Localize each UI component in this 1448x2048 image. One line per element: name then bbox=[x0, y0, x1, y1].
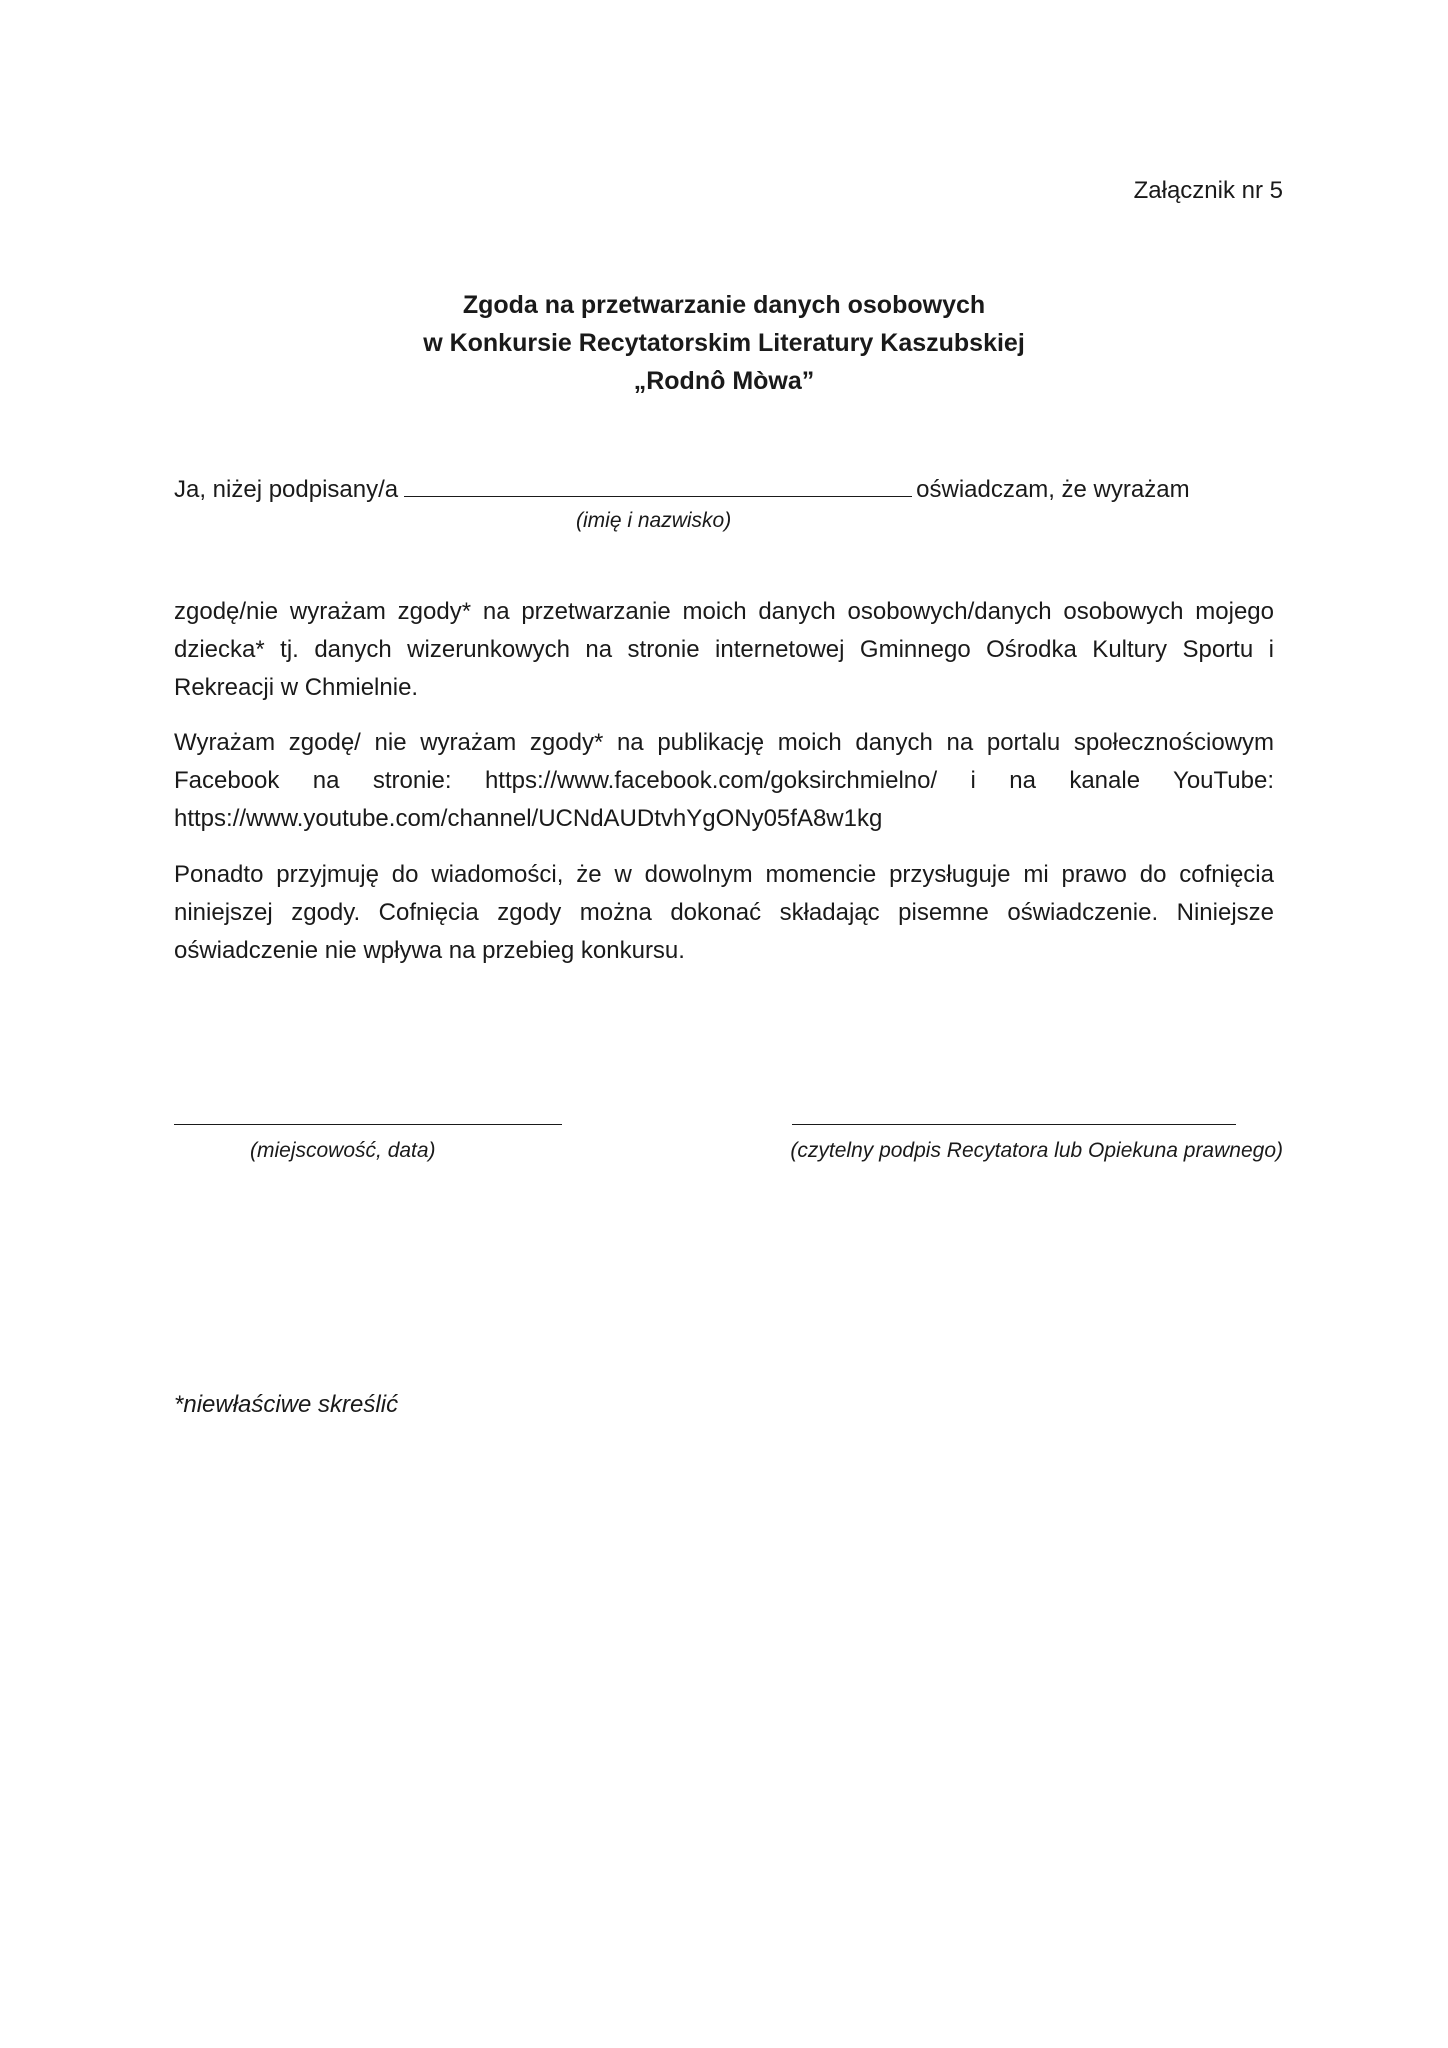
place-date-field[interactable] bbox=[174, 1123, 562, 1125]
document-title bbox=[0, 286, 1448, 400]
attachment-label: Załącznik nr 5 bbox=[1133, 177, 1283, 204]
signature-field[interactable] bbox=[792, 1123, 1236, 1125]
declaration-suffix: oświadczam, że wyrażam bbox=[916, 476, 1190, 503]
place-date-caption: (miejscowość, data) bbox=[250, 1139, 436, 1162]
name-field[interactable] bbox=[404, 472, 912, 497]
footnote: *niewłaściwe skreślić bbox=[174, 1391, 399, 1418]
consent-paragraph: zgodę/nie wyrażam zgody* na przetwarzanie moich danych osobowych/danych osobowych mojego dziecka* tj. danych wizerunkowych na stronie internetowej Gminnego Ośrodka Kultury Sportu i Rekreacji w Chmielnie. bbox=[174, 598, 1274, 701]
declaration-line bbox=[174, 472, 1190, 505]
title-line-1: Zgoda na przetwarzanie danych osobowych bbox=[462, 291, 986, 319]
name-field-caption: (imię i nazwisko) bbox=[576, 509, 732, 532]
declaration-prefix: Ja, niżej podpisany/a bbox=[174, 476, 399, 503]
title-line-3: „Rodnô Mòwa” bbox=[633, 367, 815, 395]
title-line-2: w Konkursie Recytatorskim Literatury Kaszubskiej bbox=[423, 329, 1025, 357]
publication-paragraph: Wyrażam zgodę/ nie wyrażam zgody* na publikację moich danych na portalu społecznościowym Facebook na stronie: https://www.facebook.com/goksirchmielno/ i na kanale YouTube: https://www.youtube.com/channel/UCNdAUDtvhYgONy05fA8w1kg bbox=[174, 729, 1274, 832]
signature-caption: (czytelny podpis Recytatora lub Opiekuna prawnego) bbox=[790, 1139, 1283, 1162]
withdrawal-paragraph: Ponadto przyjmuję do wiadomości, że w dowolnym momencie przysługuje mi prawo do cofnięcia niniejszej zgody. Cofnięcia zgody można dokonać składając pisemne oświadczenie. Niniejsze oświadczenie nie wpływa na przebieg konkursu. bbox=[174, 861, 1274, 964]
